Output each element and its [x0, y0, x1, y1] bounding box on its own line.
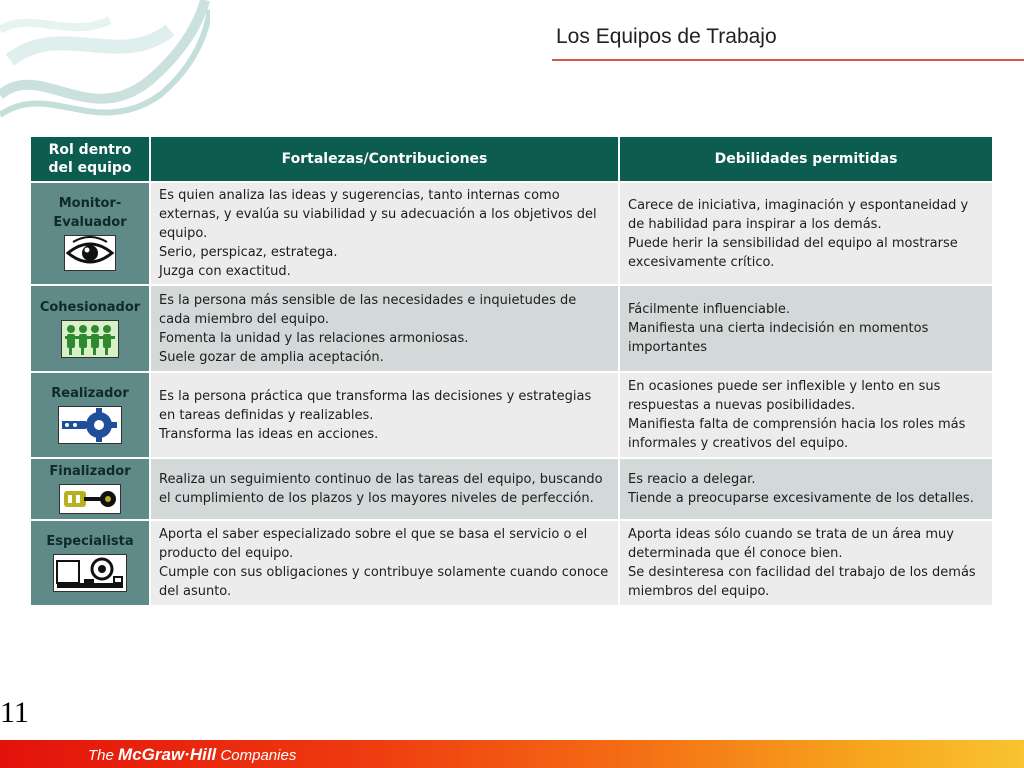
weaknesses-cell: [619, 182, 993, 285]
strength-text: Es quien analiza las ideas y sugerencias, tanto internas como externas, y evalúa su viabilidad y su adecuación a los objetivos del equipo.: [159, 188, 597, 241]
weakness-text: Aporta ideas sólo cuando se trata de un área muy determinada que él conoce bien.: [628, 527, 954, 561]
role-name: Especialista: [46, 534, 134, 549]
logo-brand: McGraw·Hill: [118, 745, 217, 764]
strength-text: Serio, perspicaz, estratega.: [159, 245, 338, 260]
role-name: Cohesionador: [39, 299, 141, 315]
weakness-text: Fácilmente influenciable.: [628, 302, 790, 317]
logo-suffix: Companies: [220, 747, 297, 764]
weaknesses-cell: [619, 285, 993, 372]
gear-icon: [58, 406, 122, 444]
strength-text: Transforma las ideas en acciones.: [159, 426, 379, 442]
header-role: Rol dentro del equipo: [30, 136, 150, 182]
slide-title: Los Equipos de Trabajo: [556, 25, 777, 48]
weakness-text: En ocasiones puede ser inflexible y lento en sus respuestas a nuevas posibilidades.: [628, 379, 941, 413]
title-divider: [552, 59, 1024, 61]
strengths-cell: [150, 285, 619, 372]
strength-text: Realiza un seguimiento continuo de las tareas del equipo, buscando el cumplimiento de los plazos y los mayores niveles de perfección.: [159, 472, 603, 506]
footer-bar: [0, 740, 1024, 768]
weakness-text: Es reacio a delegar.: [628, 472, 756, 487]
weakness-text: Carece de iniciativa, imaginación y espontaneidad y de habilidad para inspirar a los demás.: [628, 197, 969, 232]
weaknesses-cell: [619, 458, 993, 520]
table-row: [30, 182, 993, 285]
strength-text: Es la persona práctica que transforma las decisiones y estrategias en tareas definidas y realizables.: [159, 388, 592, 423]
table-row: [30, 285, 993, 372]
decorative-swirl: [0, 0, 210, 140]
lab-equipment-icon: [53, 554, 127, 592]
role-name: Monitor-Evaluador: [53, 196, 127, 230]
eye-icon: [64, 235, 116, 271]
header-weaknesses: Debilidades permitidas: [619, 136, 993, 182]
table-row: [30, 372, 993, 458]
weakness-text: Tiende a preocuparse excesivamente de los detalles.: [628, 491, 974, 506]
weakness-text: Manifiesta falta de comprensión hacia los roles más informales y creativos del equipo.: [628, 417, 966, 451]
role-cell: [30, 285, 150, 372]
strength-text: Fomenta la unidad y las relaciones armoniosas.: [159, 330, 469, 346]
weakness-text: Se desinteresa con facilidad del trabajo de los demás miembros del equipo.: [628, 565, 976, 599]
strength-text: Aporta el saber especializado sobre el que se basa el servicio o el producto del equipo.: [159, 527, 588, 561]
role-cell: [30, 182, 150, 285]
table-row: [30, 520, 993, 606]
weaknesses-cell: [619, 372, 993, 458]
strength-text: Es la persona más sensible de las necesidades e inquietudes de cada miembro del equipo.: [159, 292, 577, 327]
strength-text: Cumple con sus obligaciones y contribuye solamente cuando conoce del asunto.: [159, 565, 609, 599]
strengths-cell: [150, 520, 619, 606]
table-row: [30, 458, 993, 520]
key-icon: [59, 484, 121, 514]
table-header-row: [30, 136, 993, 182]
team-roles-table: [29, 135, 994, 607]
strength-text: Suele gozar de amplia aceptación.: [159, 349, 384, 365]
weakness-text: Puede herir la sensibilidad del equipo al mostrarse excesivamente crítico.: [628, 235, 958, 270]
role-cell: [30, 458, 150, 520]
role-cell: [30, 372, 150, 458]
role-name: Finalizador: [49, 464, 131, 479]
strengths-cell: [150, 372, 619, 458]
logo-prefix: The: [88, 747, 114, 764]
strengths-cell: [150, 458, 619, 520]
role-cell: [30, 520, 150, 606]
strength-text: Juzga con exactitud.: [159, 264, 291, 279]
header-strengths: Fortalezas/Contribuciones: [150, 136, 619, 182]
page-number: 11: [0, 696, 29, 729]
strengths-cell: [150, 182, 619, 285]
role-name: Realizador: [51, 386, 129, 401]
publisher-logo: [88, 745, 296, 765]
weaknesses-cell: [619, 520, 993, 606]
weakness-text: Manifiesta una cierta indecisión en momentos importantes: [628, 321, 929, 355]
people-chain-icon: [61, 320, 119, 358]
